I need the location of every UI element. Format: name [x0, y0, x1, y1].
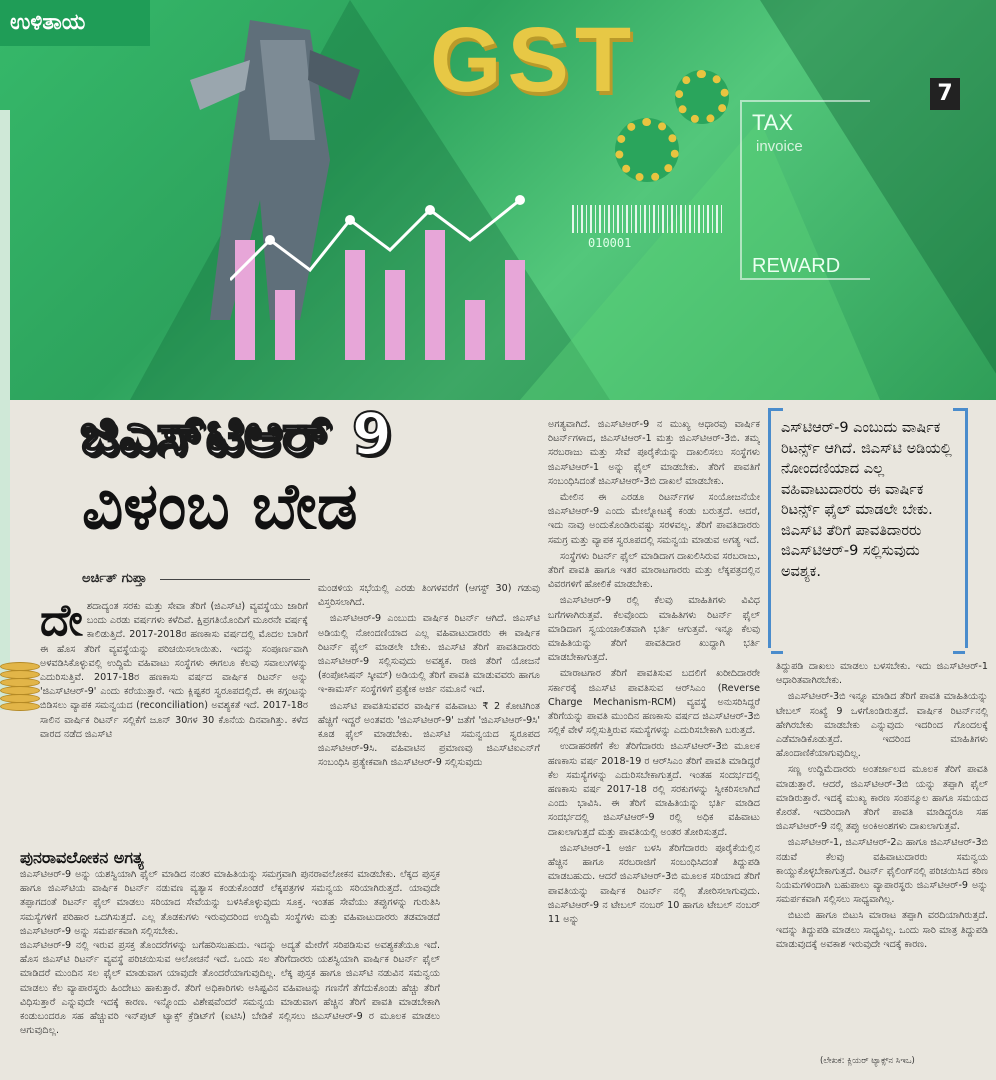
article-column-4 — [776, 660, 988, 1055]
paragraph: ಜಿಎಸ್‌ಟಿಆರ್-1 ಅರ್ಜಿ ಬಳಸಿ ತೆರಿಗೆದಾರರು ಪೂರೈಕೆಯಲ್ಲಿನ ಹೆಚ್ಚಿನ ಹಾಗೂ ಸರಬರಾಜಿಗೆ ಸಂಬಂಧಿಸಿದಂತೆ ತಿದ್ದುಪಡಿ ಮಾಡಬಹುದು. ಆದರೆ ಜಿಎಸ್‌ಟಿಆರ್-3ಬಿ ಮೂಲಕ ಸರಿಯಾದ ತೆರಿಗೆ ಪಾವತಿಯನ್ನು ವಾರ್ಷಿಕ ರಿಟರ್ನ್ ನಲ್ಲಿ ತೋರಿಸಲಾಗುವುದು. ಜಿಎಸ್‌ಟಿಆರ್-9 ನ ಟೇಬಲ್ ನಂಬರ್ 10 ಹಾಗೂ ಟೇಬಲ್ ನಂಬರ್ 11 ಅನ್ನು — [548, 842, 760, 925]
paragraph: ಸಂಸ್ಥೆಗಳು ರಿಟರ್ನ್ ಫೈಲ್ ಮಾಡಿದಾಗ ದಾಖಲಿಸಿರುವ ಸರಬರಾಜು, ತೆರಿಗೆ ಪಾವತಿ ಹಾಗೂ ಇತರ ಮಾರಾಟಗಾರರು ಮತ್ತು ಲೆಕ್ಕಪತ್ರದಲ್ಲಿನ ವಿವರಗಳಿಗೆ ಹೋಲಿಕೆ ಮಾಡಬೇಕು. — [548, 550, 760, 591]
gst-title: GST — [430, 9, 638, 111]
headline-line-1: ಜಿಎಸ್‌ಟಿಆರ್ 9 — [80, 400, 392, 468]
review-section-text — [20, 868, 440, 1073]
pull-quote-text: ಎಸ್‌ಟಿಆರ್-9 ಎಂಬುದು ವಾರ್ಷಿಕ ರಿಟರ್ನ್ಸ್ ಆಗಿದೆ. ಜಿಎಸ್‌ಟಿ ಅಡಿಯಲ್ಲಿ ನೋಂದಣಿಯಾದ ಎಲ್ಲ ವಹಿವಾಟುದಾರರು ಈ ವಾರ್ಷಿಕ ರಿಟರ್ನ್ಸ್ ಫೈಲ್ ಮಾಡಲೇ ಬೇಕು. ಜಿಎಸ್‌ಟಿ ತೆರಿಗೆ ಪಾವತಿದಾರರು ಜಿಎಸ್‌ಟಿಆರ್-9 ಸಲ್ಲಿಸುವುದು ಅವಶ್ಯಕ. — [781, 420, 952, 580]
paragraph: ಶದಾದ್ಯಂತ ಸರಕು ಮತ್ತು ಸೇವಾ ತೆರಿಗೆ (ಜಿಎಸ್‌ಟಿ) ವ್ಯವಸ್ಥೆಯು ಜಾರಿಗೆ ಬಂದು ಎರಡು ವರ್ಷಗಳು ಕಳೆದಿವೆ. ಕ್ಷಿಪ್ರಗತಿಯೊಂದಿಗೆ ಮೂರನೇ ವರ್ಷಕ್ಕೆ ಕಾಲಿಡುತ್ತಿದೆ. 2017-2018ರ ಹಣಕಾಸು ವರ್ಷದಲ್ಲಿ ಮೊದಲ ಬಾರಿಗೆ ಈ ಹೊಸ ತೆರಿಗೆ ವ್ಯವಸ್ಥೆಯನ್ನು ಪರಿಚಯಿಸಲಾಯಿತು. ಇದನ್ನು ಸಂಪೂರ್ಣವಾಗಿ ಅಳವಡಿಸಿಕೊಳ್ಳುವಲ್ಲಿ ಉದ್ದಿಮೆ ವಹಿವಾಟು ಸಂಸ್ಥೆಗಳು ಈಗಲೂ ಕೆಲವು ಸವಾಲುಗಳನ್ನು ಎದುರಿಸುತ್ತಿವೆ. 2017-18ರ ಹಣಕಾಸು ವರ್ಷದ ವಾರ್ಷಿಕ ರಿಟರ್ನ್ ಅನ್ನು 'ಜಿಎಸ್‌ಟಿಆರ್-9' ಎಂದು ಕರೆಯುತ್ತಾರೆ. ಇದು ಕ್ಲಿಷ್ಟಕರ ಸ್ವರೂಪದಲ್ಲಿದೆ. ಈ ಕಗ್ಗಂಟನ್ನು ಬಿಡಿಸಲು ವ್ಯಾಪಕ ಸಮನ್ವಯದ (reconciliation) ಅವಶ್ಯಕತೆ ಇದೆ. 2017-18ರ ಸಾಲಿನ ವಾರ್ಷಿಕ ರಿಟರ್ನ್ ಸಲ್ಲಿಕೆಗೆ ಜೂನ್ 30ಗಳ 30 ಕೊನೆಯ ದಿನವಾಗಿತ್ತು. ಕಳೆದ ವಾರದ ನಡೆದ ಜಿಎಸ್‌ಟಿ — [40, 601, 308, 740]
trend-line-graphic — [230, 180, 530, 300]
paragraph: ಬಿಟುಬಿ ಹಾಗೂ ಬಿಟುಸಿ ಮಾರಾಟ ತಪ್ಪಾಗಿ ವರದಿಯಾಗಿರುತ್ತದೆ. ಇದನ್ನು ತಿದ್ದುಪಡಿ ಮಾಡಲು ಸಾಧ್ಯವಿಲ್ಲ. ಒಂದು ಸಾರಿ ಮಾತ್ರ ತಿದ್ದುಪಡಿ ಮಾಡುವುದಕ್ಕೆ ಅವಕಾಶ ಇರುವುದೇ ಇದಕ್ಕೆ ಕಾರಣ. — [776, 910, 988, 950]
barcode-graphic — [572, 205, 722, 233]
left-margin-strip — [0, 110, 10, 710]
paragraph: ಸಣ್ಣ ಉದ್ದಿಮೆದಾರರು ಅಂತರ್ಜಾಲದ ಮೂಲಕ ತೆರಿಗೆ ಪಾವತಿ ಮಾಡುತ್ತಾರೆ. ಆದರೆ, ಜಿಎಸ್‌ಟಿಆರ್-3ಬಿ ಯನ್ನು ತಪ್ಪಾಗಿ ಫೈಲ್ ಮಾಡಿರುತ್ತಾರೆ. ಇದಕ್ಕೆ ಮುಖ್ಯ ಕಾರಣ ಸಂಪನ್ಮೂಲ ಹಾಗೂ ಸಮಯದ ಕೊರತೆ. ಇದರಿಂದಾಗಿ ತೆರಿಗೆ ಪಾವತಿ ಮಾಡಿದ್ದರೂ ಸಹ ಜಿಎಸ್‌ಟಿಆರ್-9 ನಲ್ಲಿ ತಪ್ಪು ಅಂಕಿಅಂಶಗಳು ದಾಖಲಾಗುತ್ತವೆ. — [776, 764, 988, 833]
author-credit: (ಲೇಖಕ: ಕ್ಲಿಯರ್ ಟ್ಯಾಕ್ಸ್‌ನ ಸಿಇಒ) — [820, 1056, 915, 1066]
paragraph: ಅಗತ್ಯವಾಗಿದೆ. ಜಿಎಸ್‌ಟಿಆರ್-9 ನ ಮುಖ್ಯ ಆಧಾರವು ವಾರ್ಷಿಕ ರಿಟರ್ನ್‌ಗಳಾದ, ಜಿಎಸ್‌ಟಿಆರ್-1 ಮತ್ತು ಜಿಎಸ್‌ಟಿಆರ್-3ಬಿ. ತಮ್ಮ ಸರಬರಾಜು ಮತ್ತು ಸೇವೆ ಪೂರೈಕೆಯನ್ನು ದಾಖಲಿಸಲು ಸಂಸ್ಥೆಗಳು ಜಿಎಸ್‌ಟಿಆರ್-1 ಅನ್ನು ಫೈಲ್ ಮಾಡಬೇಕು. ತೆರಿಗೆ ಪಾವತಿಗೆ ಸಂಬಂಧಿಸಿದಂತೆ ಜಿಎಸ್‌ಟಿಆರ್-3ಬಿ ದಾಖಲೆ ಮಾಡಬೇಕು. — [548, 419, 760, 487]
byline-divider — [160, 579, 310, 580]
section-tag: ಉಳಿತಾಯ — [0, 0, 150, 46]
chart-bar-graphic — [275, 290, 295, 360]
tax-label: TAX — [752, 110, 794, 135]
chart-bar-graphic — [465, 300, 485, 360]
paragraph: ಜಿಎಸ್‌ಟಿಆರ್-9 ನಲ್ಲಿ ಇರುವ ಪ್ರಸಕ್ತ ತೊಂದರೆಗಳನ್ನು ಬಗೆಹರಿಸಬಹುದು. ಇದನ್ನು ಅದ್ಯತೆ ಮೇರೆಗೆ ಸರಿಪಡಿಸುವ ಅವಶ್ಯಕತೆಯೂ ಇದೆ. ಹೊಸ ಜಿಎಸ್‌ಟಿ ರಿಟರ್ನ್ ವ್ಯವಸ್ಥೆ ಪರಿಚಯಿಸುವ ಆಲೋಚನೆ ಇದೆ. ಒಂದು ಸಲ ತೆರಿಗೆದಾರರು ಯಶಸ್ವಿಯಾಗಿ ವಾರ್ಷಿಕ ರಿಟರ್ನ್ ಫೈಲ್ ಮಾಡಿದರೆ ಮುಂದಿನ ಸಲ ಫೈಲ್ ಮಾಡುವಾಗ ಯಾವುದೇ ತೊಂದರೆಯಾಗುವುದಿಲ್ಲ. ಲೆಕ್ಕ ಪುಸ್ತಕ ಹಾಗೂ ಜಿಎಸ್‌ಟಿ ನಡುವಿನ ಸಮನ್ವಯ ಮಾಡಲು ಕೆಲ ವ್ಯಾಪಾರಸ್ಥರು ಹಿಂದೇಟು ಹಾಕುತ್ತಾರೆ. ತೆರಿಗೆ ಅಧಿಕಾರಿಗಳು ಅಸಿಷ್ಟವಿನ ವಹಿವಾಟನ್ನು ಗಣನೆಗೆ ತೆಗೆದುಕೊಂಡು ಹೆಚ್ಚು ತೆರಿಗೆ ವಿಧಿಸುತ್ತಾರೆ ಎನ್ನುವುದೇ ಇದಕ್ಕೆ ಕಾರಣ. ಇನ್ನೊಂದು ವಿಶೇಷವೆಂದರೆ ಸಮನ್ವಯ ಮಾಡುವಾಗ ಹೆಚ್ಚಿನ ತೆರಿಗೆ ಪಾವತಿ ಮಾಡಬೇಕಾಗಿ ಕಂಡುಬಂದರೂ ಸಹ ಹೆಚ್ಚುವರಿ ಇನ್‌ಪುಟ್ ಟ್ಯಾಕ್ಸ್ ಕ್ರೆಡಿಟ್‌ಗೆ (ಐಟಿಸಿ) ಬೇಡಿಕೆ ಸಲ್ಲಿಸಲು ಜಿಎಸ್‌ಟಿಆರ್-9 ರ ಮೂಲಕ ಮಾಡಲು ಆಗುವುದಿಲ್ಲ. — [20, 940, 440, 1037]
article-column-1 — [40, 600, 308, 840]
pull-quote-box — [768, 408, 968, 648]
paragraph: ತಿದ್ದುಪಡಿ ದಾಖಲು ಮಾಡಲು ಬಳಸಬೇಕು. ಇದು ಜಿಎಸ್‌ಟಿಆರ್-1 ಆಧಾರಿತವಾಗಿರಬೇಕು. — [776, 661, 988, 687]
article-column-2 — [318, 582, 540, 844]
paragraph: ಮಂಡಳಿಯ ಸಭೆಯಲ್ಲಿ ಎರಡು ತಿಂಗಳವರೆಗೆ (ಆಗಸ್ಟ್ 30) ಗಡುವು ವಿಸ್ತರಿಸಲಾಗಿದೆ. — [318, 583, 540, 609]
article-column-3 — [548, 418, 760, 1078]
author-byline: ಅರ್ಚಿತ್ ಗುಪ್ತಾ — [82, 571, 147, 586]
gear-icon — [675, 70, 729, 124]
reward-label: REWARD — [752, 255, 841, 277]
review-subheading: ಪುನರಾವಲೋಕನ ಅಗತ್ಯ — [20, 848, 144, 867]
paragraph: ಜಿಎಸ್‌ಟಿ ಪಾವತಿಸುವವರ ವಾರ್ಷಿಕ ವಹಿವಾಟು ₹ 2 ಕೋಟಿಗಿಂತ ಹೆಚ್ಚಿಗೆ ಇದ್ದರೆ ಅಂತವರು 'ಜಿಎಸ್‌ಟಿಆರ್-9' ಜತೆಗೆ 'ಜಿಎಸ್‌ಟಿಆರ್-9ಸಿ' ಕೂಡ ಫೈಲ್ ಮಾಡಬೇಕು. ಜಿಎಸ್‌ಟಿ ಸಮನ್ವಯದ ಸ್ವರೂಪದ ಜಿಎಸ್‌ಟಿಆರ್-9ಸಿ. ವಹಿವಾಟಿನ ಪ್ರಮಾಣವು ಜಿಎಸ್‌ಟಿಐಎನ್‌ಗೆ ಸಂಬಂಧಿಸಿ ಪ್ರತ್ಯೇಕವಾಗಿ ಜಿಎಸ್‌ಟಿಆರ್-9 ಸಲ್ಲಿಸುವುದು — [318, 700, 540, 769]
gst-illustration-banner — [0, 0, 996, 400]
paragraph: ಮೇಲಿನ ಈ ಎರಡೂ ರಿಟರ್ನ್‌ಗಳ ಸಂಯೋಜನೆಯೇ ಜಿಎಸ್‌ಟಿಆರ್-9 ಎಂದು ಮೇಲ್ನೋಟಕ್ಕೆ ಕಂಡು ಬರುತ್ತದೆ. ಆದರೆ, ಇದು ನಾವು ಅಂದುಕೊಂಡಿರುವಷ್ಟು ಸರಳವಲ್ಲ. ತೆರಿಗೆ ಪಾವತಿದಾರರು ಸಮಗ್ರ ಮತ್ತು ವ್ಯಾಪಕ ಸ್ವರೂಪದಲ್ಲಿ ಸಮನ್ವಯ ಮಾಡುವ ಅಗತ್ಯ ಇದೆ. — [548, 492, 760, 546]
drop-cap: ದೇ — [40, 600, 83, 646]
page-number: 7 — [930, 78, 960, 110]
binary-code-label: 010001 — [588, 236, 632, 250]
coins-icon — [0, 662, 44, 722]
headline-line-2: ವಿಳಂಬ ಬೇಡ — [82, 470, 358, 544]
paragraph: ಜಿಎಸ್‌ಟಿಆರ್-3ಬಿ ಇನ್ನೂ ಮಾಡಿದ ತೆರಿಗೆ ಪಾವತಿ ಮಾಹಿತಿಯನ್ನು ಟೇಬಲ್ ಸಂಖ್ಯೆ 9 ಒಳಗೊಂಡಿರುತ್ತದೆ. ವಾರ್ಷಿಕ ರಿಟರ್ನ್‌ನಲ್ಲಿ ಹೇಗಿರಬೇಕು ಮಾಡಬೇಕು ಎನ್ನುವುದು ಇದರಿಂದ ಗೊಂದಲಕ್ಕೆ ಎಡೆಮಾಡಿಕೊಡುತ್ತದೆ. ಇದರಿಂದ ಮಾಹಿತಿಗಳು ಹೊಂದಾಣಿಕೆಯಾಗುವುದಿಲ್ಲ. — [776, 691, 988, 760]
paragraph: ಉದಾಹರಣೆಗೆ ಕೆಲ ತೆರಿಗೆದಾರರು ಜಿಎಸ್‌ಟಿಆರ್-3ಬಿ ಮೂಲಕ ಹಣಕಾಸು ವರ್ಷ 2018-19 ರ ಆರ್‌ಸಿಎಂ ತೆರಿಗೆ ಪಾವತಿ ಮಾಡಿದ್ದರೆ ಕೆಲ ಸಮಸ್ಯೆಗಳನ್ನು ಎದುರಿಸಬೇಕಾಗುತ್ತದೆ. ಇಂತಹ ಸಂದರ್ಭದಲ್ಲಿ ಹಣಕಾಸು ವರ್ಷ 2017-18 ರಲ್ಲಿ ಸರಕುಗಳನ್ನು ಸ್ವೀಕರಿಸಲಾಗಿದೆ ಎಂದು ಭಾವಿಸಿ. ಈ ತೆರಿಗೆ ಮಾಹಿತಿಯನ್ನು ಭರ್ತಿ ಮಾಡಿದ ಸಂದರ್ಭದಲ್ಲಿ ಜಿಎಸ್‌ಟಿಆರ್-9 ರಲ್ಲಿ ಅಧಿಕ ವಹಿವಾಟು ದಾಖಲಾಗುತ್ತದೆ ಮತ್ತು ಪಾವತಿಯಲ್ಲಿ ಅಂತರ ತೋರಿಸುತ್ತದೆ. — [548, 741, 760, 838]
paragraph: ಜಿಎಸ್‌ಟಿಆರ್-1, ಜಿಎಸ್‌ಟಿಆರ್-2ಎ ಹಾಗೂ ಜಿಎಸ್‌ಟಿಆರ್-3ಬಿ ನಡುವೆ ಕೆಲವು ವಹಿವಾಟುದಾರರು ಸಮನ್ವಯ ಕಾಯ್ದುಕೊಳ್ಳಬೇಕಾಗುತ್ತದೆ. ರಿಟರ್ನ್ ಫೈಲಿಂಗ್‌ನಲ್ಲಿ ಪರಿಚಯಿಸಿದ ಕಠಿಣ ನಿಯಮಗಳಿಂದಾಗಿ ಬಹುಪಾಲು ವ್ಯಾಪಾರಸ್ಥರು ಜಿಎಸ್‌ಟಿಆರ್-9 ಅನ್ನು ಸಮರ್ಪಕವಾಗಿ ಸಲ್ಲಿಸಲು ಸಾಧ್ಯವಾಗಿಲ್ಲ. — [776, 837, 988, 906]
paragraph: ಜಿಎಸ್‌ಟಿಆರ್-9 ಎಂಬುದು ವಾರ್ಷಿಕ ರಿಟರ್ನ್ ಆಗಿದೆ. ಜಿಎಸ್‌ಟಿ ಅಡಿಯಲ್ಲಿ ನೋಂದಣಿಯಾದ ಎಲ್ಲ ವಹಿವಾಟುದಾರರು ಈ ವಾರ್ಷಿಕ ರಿಟರ್ನ್ ಫೈಲ್ ಮಾಡಲೇ ಬೇಕು. ಜಿಎಸ್‌ಟಿ ತೆರಿಗೆ ಪಾವತಿದಾರರು ಜಿಎಸ್‌ಟಿಆರ್-9 ಸಲ್ಲಿಸುವುದು ಅವಶ್ಯಕ. ರಾಜಿ ತೆರಿಗೆ ಯೋಜನೆ (ಕಂಪೋಸಿಷನ್ ಸ್ಕೀಮ್) ಅಡಿಯಲ್ಲಿ ತೆರಿಗೆ ಪಾವತಿ ಮಾಡುವವರು ಹಾಗೂ ಇ-ಕಾಮರ್ಸ್ ಸಂಸ್ಥೆಗಳಿಗೆ ಪ್ರತ್ಯೇಕ ಅರ್ಜಿ ನಮೂನೆ ಇದೆ. — [318, 613, 540, 696]
invoice-label: invoice — [756, 138, 803, 155]
paragraph: ಜಿಎಸ್‌ಟಿಆರ್-9 ಅನ್ನು ಯಶಸ್ವಿಯಾಗಿ ಫೈಲ್ ಮಾಡಿದ ನಂತರ ಮಾಹಿತಿಯನ್ನು ಸಮಗ್ರವಾಗಿ ಪುನರಾವಲೋಕನ ಮಾಡಬೇಕು. ಲೆಕ್ಕದ ಪುಸ್ತಕ ಹಾಗೂ ಜಿಎಸ್‌ಟಿಯ ವಾರ್ಷಿಕ ರಿಟರ್ನ್ ನಡುವಣ ವ್ಯತ್ಯಾಸ ಕಂಡುಕೊಂಡರೆ ಲೆಕ್ಕಪತ್ರಗಳ ಸಮನ್ವಯ ಸರಿಯಾಗಿರುತ್ತದೆ. ಯಾವುದೇ ತಪ್ಪಾಗದಂತೆ ರಿಟರ್ನ್ ಫೈಲ್ ಮಾಡಲು ಸರಿಯಾದ ಸೇವೆಯನ್ನು ಬಳಸಿಕೊಳ್ಳುವುದು ಸೂಕ್ತ. ಇಂತಹ ಸೇವೆಯು ತಪ್ಪುಗಳನ್ನು ಗುರುತಿಸಿ ಸಮಸ್ಯೆಗಳಿಗೆ ಪರಿಹಾರ ಒದಗಿಸುತ್ತದೆ. ಎಲ್ಲ ತೊಡಕುಗಳು ಇರುವುದರಿಂದ ಉದ್ದಿಮೆ ಸಂಸ್ಥೆಗಳು ಮತ್ತು ವಹಿವಾಟುದಾರರು ತಡಮಾಡದೆ ಜಿಎಸ್‌ಟಿಆರ್-9 ಅನ್ನು ಸಮರ್ಪಕವಾಗಿ ಸಲ್ಲಿಸಬೇಕು. — [20, 869, 440, 937]
paragraph: ಮಾರಾಟಗಾರ ತೆರಿಗೆ ಪಾವತಿಸುವ ಬದಲಿಗೆ ಖರೀದಿದಾರರೇ ಸರ್ಕಾರಕ್ಕೆ ಜಿಎಸ್‌ಟಿ ಪಾವತಿಸುವ ಆರ್‌ಸಿಎಂ (Reverse Charge Mechanism-RCM) ವ್ಯವಸ್ಥೆ ಅನುಸರಿಸಿದ್ದರೆ ತೆರಿಗೆಯನ್ನು ಪಾವತಿ ಮುಂದಿನ ಹಣಕಾಸು ವರ್ಷದ ಜಿಎಸ್‌ಟಿಆರ್-3ಬಿ ಸಲ್ಲಿಕೆ ವೇಳೆ ಸಲ್ಲಿಸುತ್ತಿರುವ ಸಮಸ್ಯೆಗಳನ್ನು ಎದುರಿಸಬೇಕಾಗಿ ಬರುತ್ತದೆ. — [548, 668, 760, 737]
gear-icon — [615, 118, 679, 182]
paragraph: ಜಿಎಸ್‌ಟಿಆರ್-9 ರಲ್ಲಿ ಕೆಲವು ಮಾಹಿತಿಗಳು ವಿವಿಧ ಬಗೆಗಳಾಗಿರುತ್ತವೆ. ಕೆಲವೊಂದು ಮಾಹಿತಿಗಳು ರಿಟರ್ನ್ ಫೈಲ್ ಮಾಡಿದಾಗ ಸ್ವಯಂಚಾಲಿತವಾಗಿ ಭರ್ತಿ ಆಗುತ್ತವೆ. ಇನ್ನೂ ಕೆಲವು ಮಾಹಿತಿಯನ್ನು ತೆರಿಗೆ ಪಾವತಿದಾರ ಖುದ್ದಾಗಿ ಭರ್ತಿ ಮಾಡಬೇಕಾಗುತ್ತದೆ. — [548, 595, 760, 664]
